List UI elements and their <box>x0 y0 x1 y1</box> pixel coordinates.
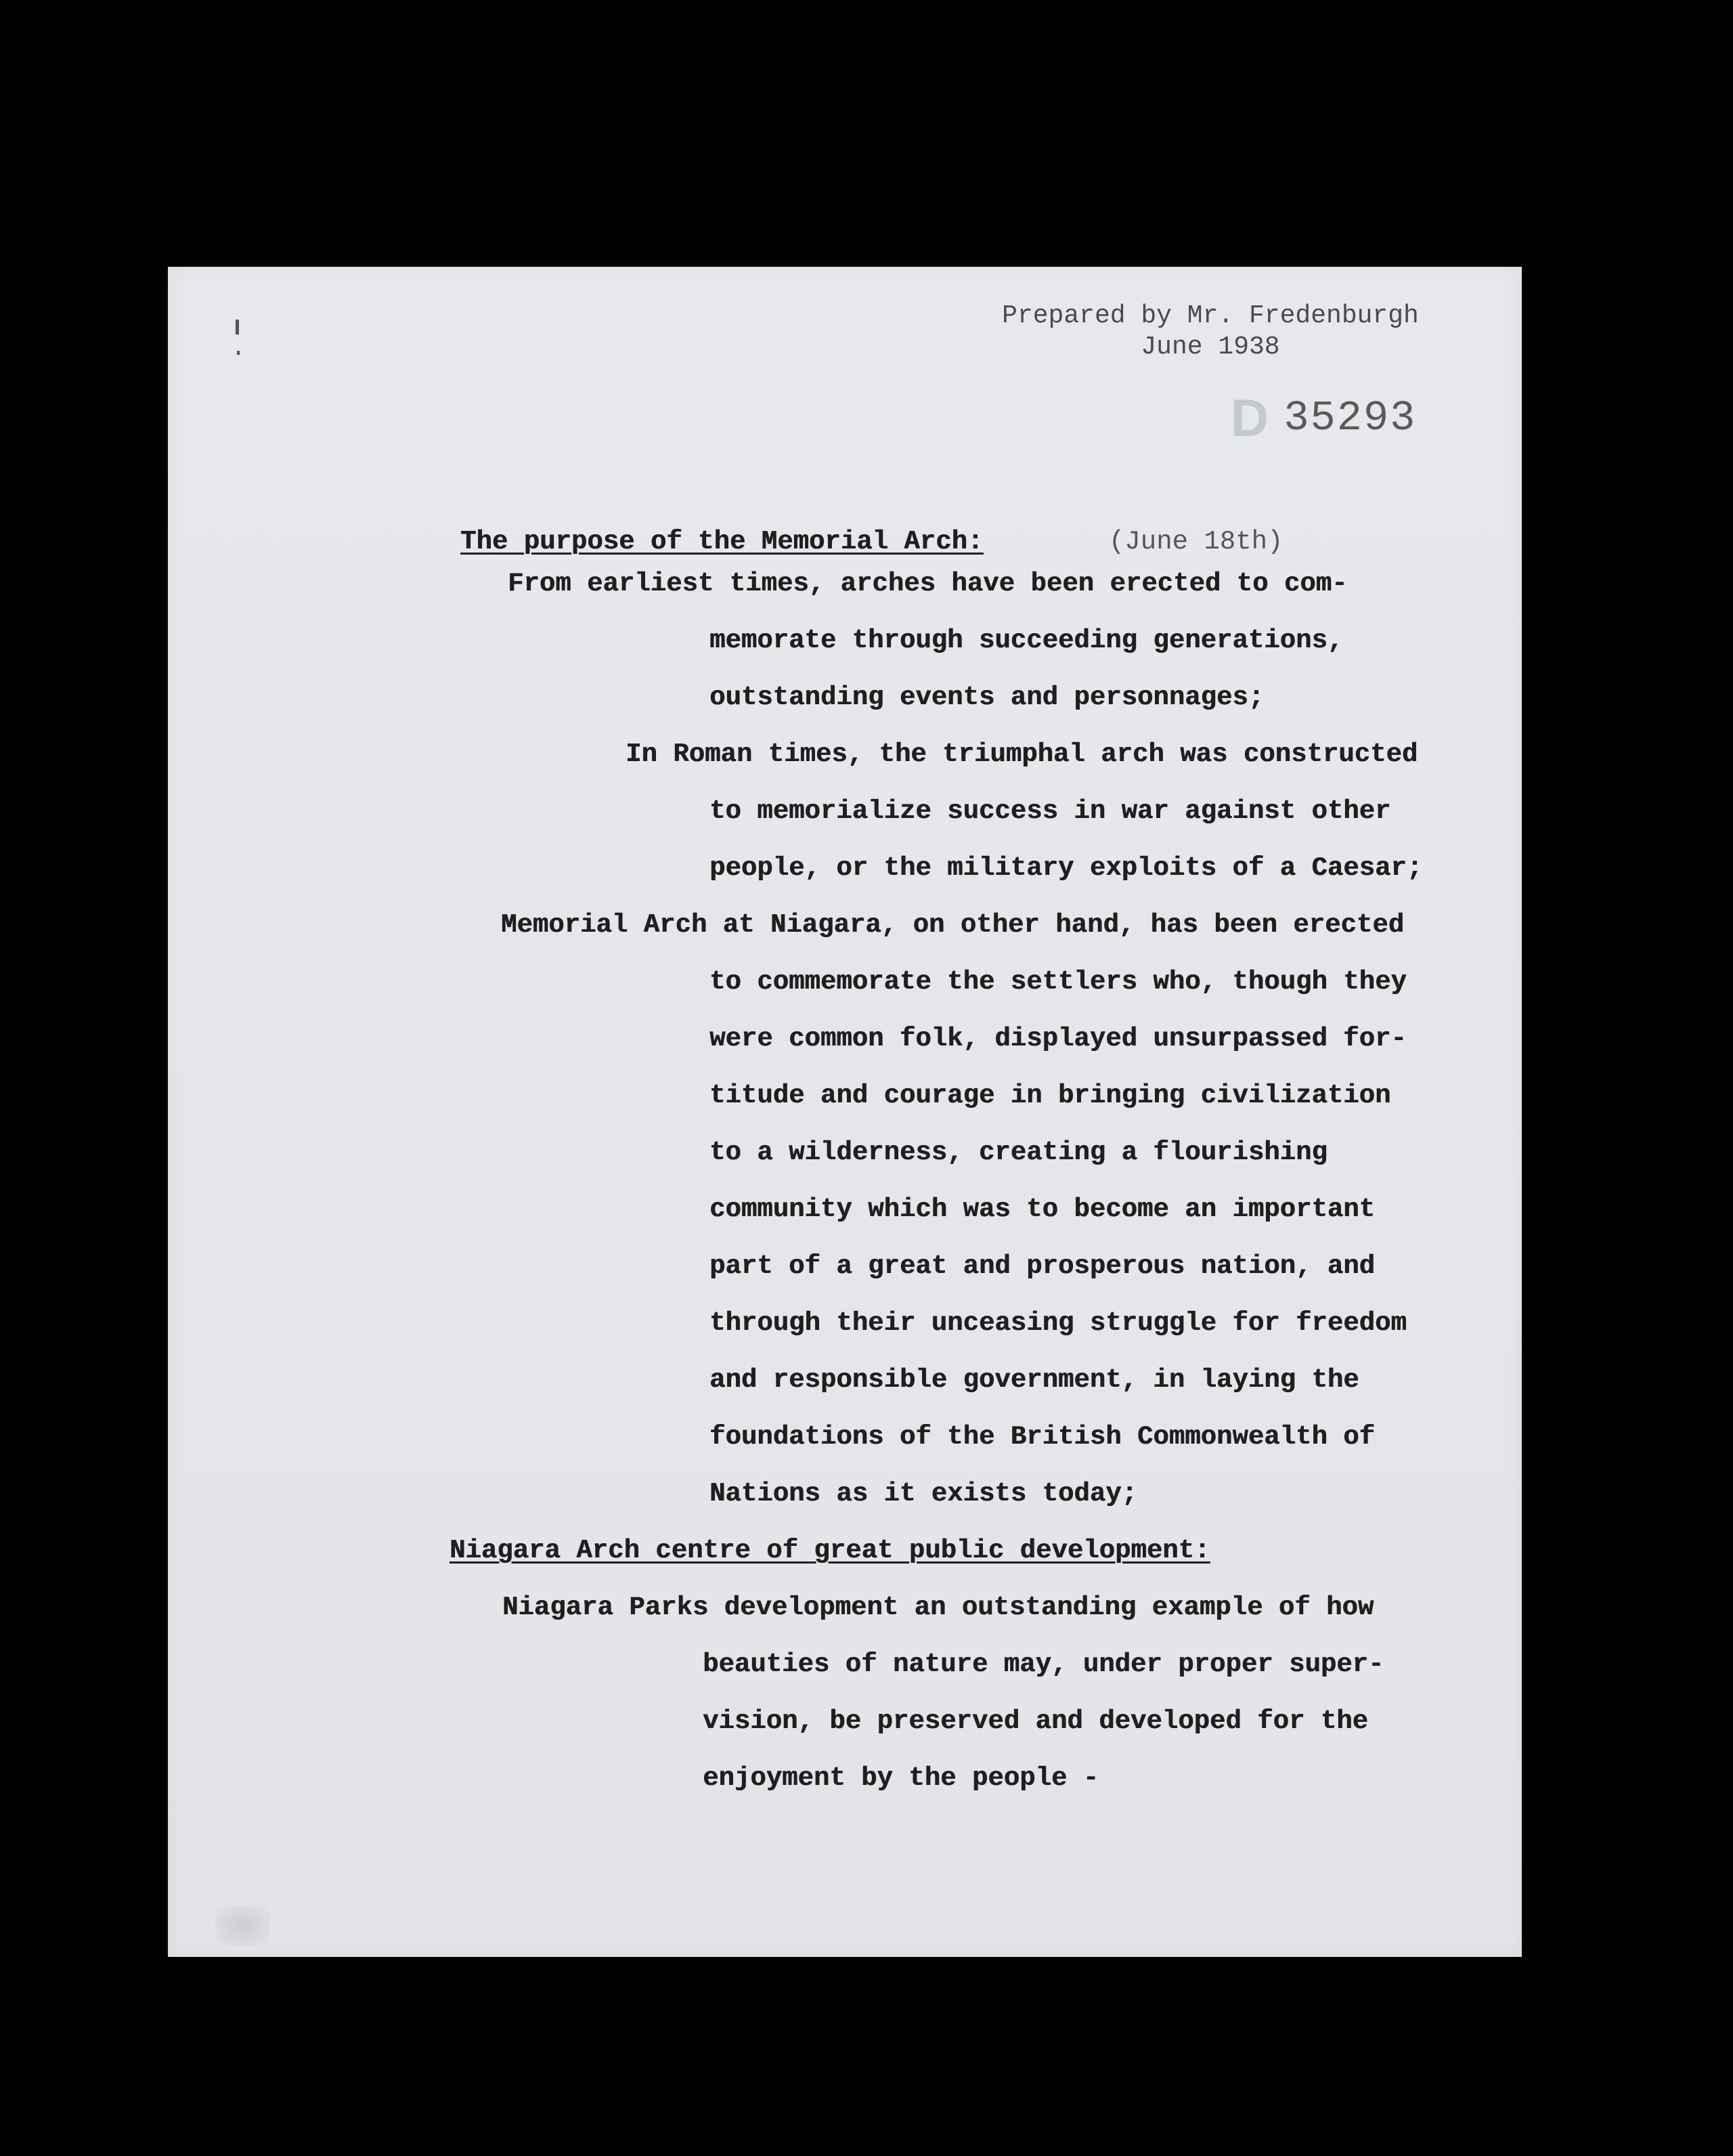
stamp-number: 35293 <box>1284 394 1417 442</box>
body-line: through their unceasing struggle for freedom <box>709 1308 1407 1338</box>
prepared-by-text: Prepared by Mr. Fredenburgh <box>1002 301 1419 330</box>
body-line: titude and courage in bringing civilization <box>709 1081 1391 1111</box>
document-page <box>168 267 1522 1957</box>
stamp-letter: D <box>1231 388 1269 448</box>
prepared-by-note <box>973 301 1447 363</box>
body-line: outstanding events and personnages; <box>709 683 1265 712</box>
paper-smudge <box>215 1905 269 1946</box>
body-line: beauties of nature may, under proper super- <box>703 1650 1384 1679</box>
body-line: Memorial Arch at Niagara, on other hand, has been erected <box>501 910 1405 940</box>
body-line: enjoyment by the people - <box>703 1763 1099 1793</box>
section-heading-niagara-arch: Niagara Arch centre of great public development: <box>449 1536 1210 1566</box>
body-line: foundations of the British Commonwealth of <box>709 1422 1375 1452</box>
body-line: and responsible government, in laying the <box>709 1365 1359 1395</box>
edge-mark <box>236 320 239 335</box>
document-number-stamp <box>1231 387 1416 449</box>
body-line: From earliest times, arches have been erected to com- <box>508 569 1348 599</box>
section-heading-date: (June 18th) <box>1109 527 1284 557</box>
section-heading-memorial-arch: The purpose of the Memorial Arch: <box>460 527 984 557</box>
body-line: people, or the military exploits of a Caesar; <box>709 853 1423 883</box>
body-line: Niagara Parks development an outstanding example of how <box>502 1593 1374 1622</box>
body-line: memorate through succeeding generations, <box>709 626 1344 655</box>
edge-mark <box>237 351 240 355</box>
body-line: were common folk, displayed unsurpassed for- <box>709 1024 1407 1054</box>
body-line: to commemorate the settlers who, though they <box>709 967 1407 997</box>
body-line: to memorialize success in war against other <box>709 796 1391 826</box>
body-line: vision, be preserved and developed for the <box>703 1706 1368 1736</box>
body-line: In Roman times, the triumphal arch was constructed <box>626 739 1418 769</box>
prepared-date: June 1938 <box>1141 332 1280 362</box>
body-line: to a wilderness, creating a flourishing <box>709 1138 1328 1167</box>
body-line: community which was to become an important <box>709 1194 1375 1224</box>
body-line: Nations as it exists today; <box>709 1479 1137 1509</box>
body-line: part of a great and prosperous nation, and <box>709 1251 1375 1281</box>
